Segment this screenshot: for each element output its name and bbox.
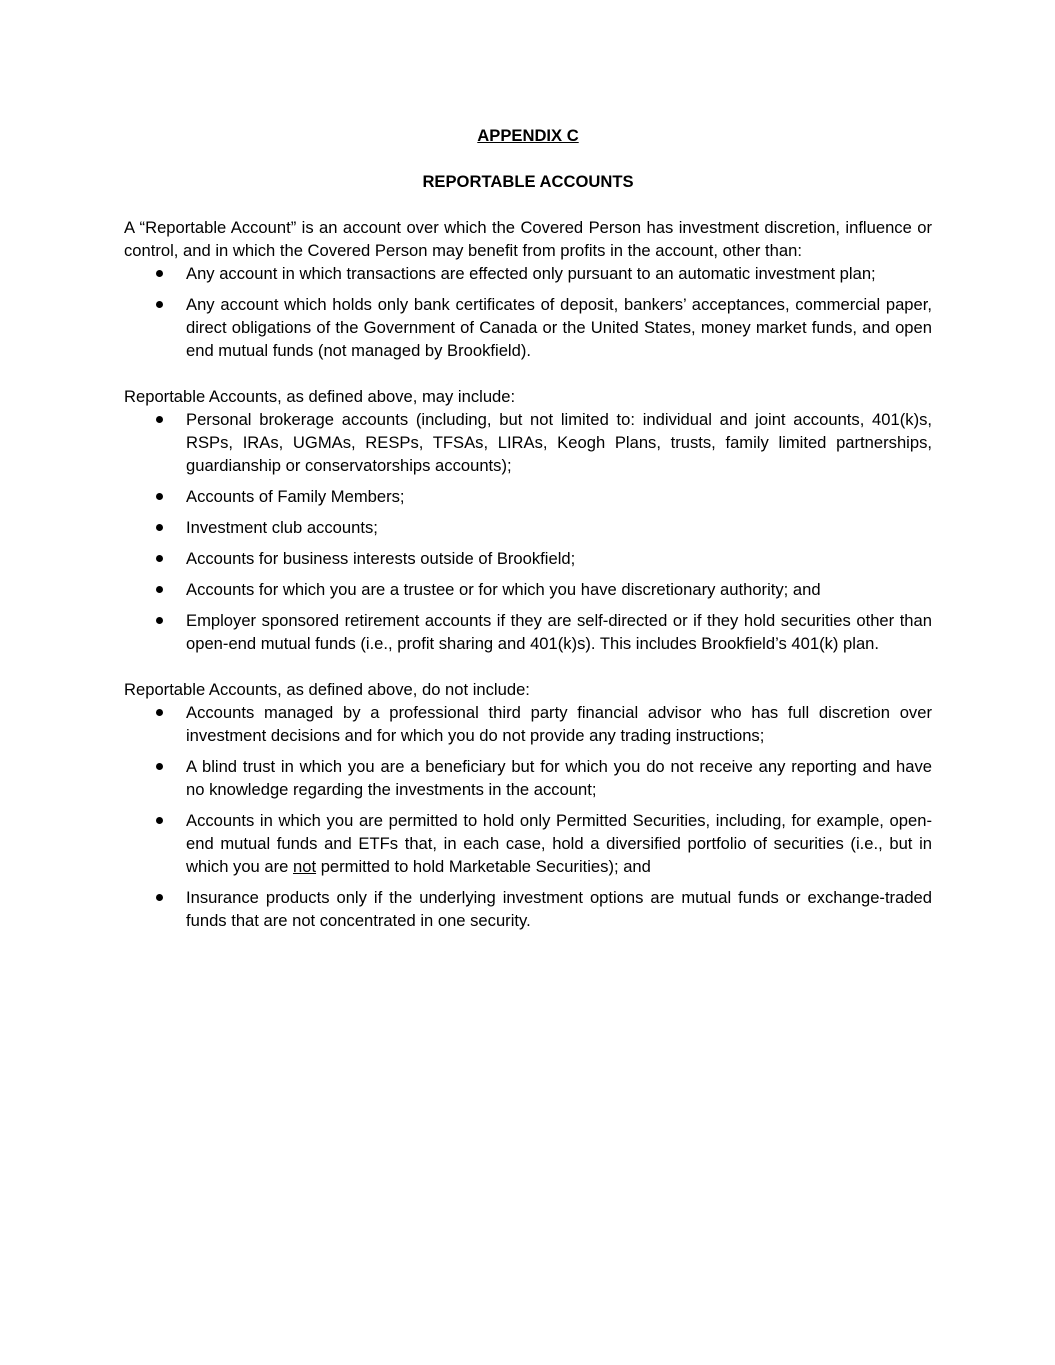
bullet-icon: [156, 301, 163, 308]
list-item: [124, 809, 932, 878]
list-item: [124, 485, 932, 508]
list-item: [124, 886, 932, 932]
bullet-icon: [156, 524, 163, 531]
include-lead: Reportable Accounts, as defined above, may include:: [124, 387, 516, 406]
bullet-icon: [156, 586, 163, 593]
list-item-text: [186, 811, 932, 876]
list-item-text: Any account in which transactions are effected only pursuant to an automatic investment plan;: [186, 264, 876, 283]
bullet-icon: [156, 416, 163, 423]
list-item-text: Employer sponsored retirement accounts if they are self-directed or if they hold securities other than open-end mutual funds (i.e., profit sharing and 401(k)s). This includes Brookfield’s 401(k) plan.: [186, 611, 932, 653]
list-item: [124, 547, 932, 570]
list-item-text: Investment club accounts;: [186, 518, 378, 537]
list-item: [124, 755, 932, 801]
list-item: [124, 609, 932, 655]
bullet-icon: [156, 763, 163, 770]
list-item-text: Accounts of Family Members;: [186, 487, 405, 506]
bullet-icon: [156, 617, 163, 624]
list-item-text: Accounts for which you are a trustee or for which you have discretionary authority; and: [186, 580, 821, 599]
list-item-text: Insurance products only if the underlying investment options are mutual funds or exchange-traded funds that are not concentrated in one security.: [186, 888, 932, 930]
list-item-text: Accounts managed by a professional third party financial advisor who has full discretion over investment decisions and for which you do not provide any trading instructions;: [186, 703, 932, 745]
bullet-icon: [156, 493, 163, 500]
list-item: [124, 701, 932, 747]
includes-list: [124, 408, 932, 655]
section-title: REPORTABLE ACCOUNTS: [422, 172, 634, 191]
list-item: [124, 293, 932, 362]
list-item-text: Personal brokerage accounts (including, but not limited to: individual and joint accounts, 401(k)s, RSPs, IRAs, UGMAs, RESPs, TFSAs, LIRAs, Keogh Plans, trusts, family limited partnerships, guardianship or conservatorships accounts);: [186, 410, 932, 475]
list-item-text: Accounts for business interests outside of Brookfield;: [186, 549, 576, 568]
bullet-icon: [156, 894, 163, 901]
intro-paragraph: A “Reportable Account” is an account over which the Covered Person has investment discretion, influence or control, and in which the Covered Person may benefit from profits in the account, other than:: [124, 218, 932, 260]
other-than-list: [124, 262, 932, 362]
list-item: [124, 408, 932, 477]
list-item: [124, 262, 932, 285]
document-page: [124, 124, 932, 932]
bullet-icon: [156, 709, 163, 716]
list-item-text: Any account which holds only bank certificates of deposit, bankers’ acceptances, commercial paper, direct obligations of the Government of Canada or the United States, money market funds, and open end mutual funds (not managed by Brookfield).: [186, 295, 932, 360]
exclude-lead: Reportable Accounts, as defined above, do not include:: [124, 680, 530, 699]
list-item: [124, 578, 932, 601]
list-item: [124, 516, 932, 539]
excludes-list: [124, 701, 932, 932]
list-item-text-before: Accounts in which you are permitted to hold only Permitted Securities, including, for example, open-end mutual funds and ETFs that, in each case, hold a diversified portfolio of securities (i.e., but in which you are: [186, 811, 932, 876]
appendix-title: APPENDIX C: [477, 126, 579, 145]
bullet-icon: [156, 817, 163, 824]
bullet-icon: [156, 270, 163, 277]
list-item-text: A blind trust in which you are a beneficiary but for which you do not receive any reporting and have no knowledge regarding the investments in the account;: [186, 757, 932, 799]
bullet-icon: [156, 555, 163, 562]
underlined-not: not: [293, 857, 317, 876]
list-item-text-after: permitted to hold Marketable Securities); and: [316, 857, 651, 876]
